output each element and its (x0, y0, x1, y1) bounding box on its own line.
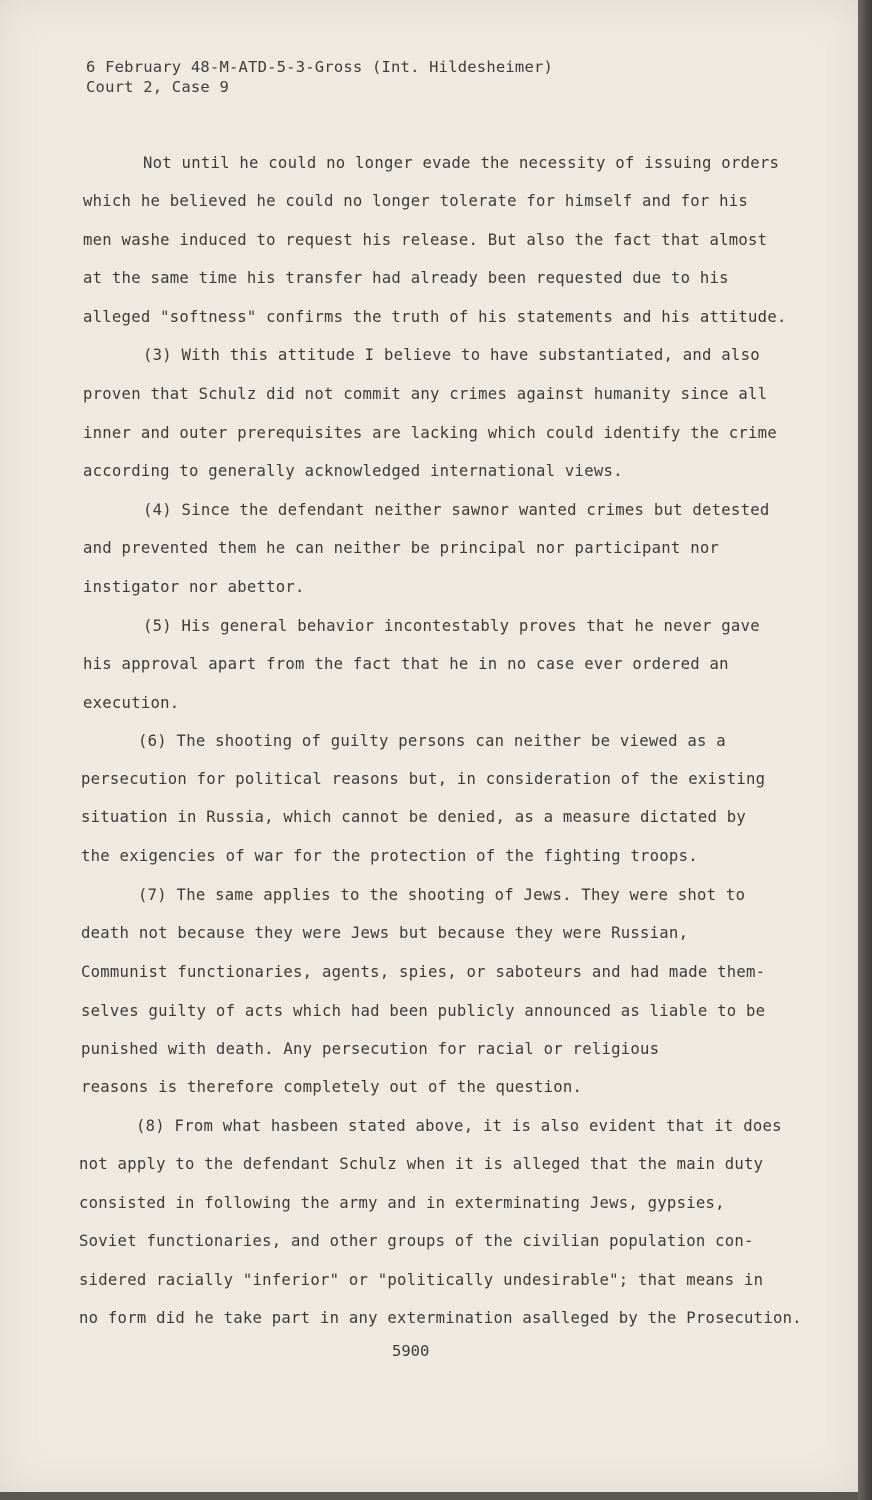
body-line: at the same time his transfer had already been requested due to his (83, 269, 729, 287)
body-line: persecution for political reasons but, in consideration of the existing (81, 770, 766, 788)
page-number: 5900 (392, 1342, 430, 1360)
scan-bottom-edge (0, 1492, 858, 1500)
body-line: selves guilty of acts which had been publicly announced as liable to be (81, 1002, 766, 1020)
body-line: (4) Since the defendant neither sawnor wanted crimes but detested (143, 501, 770, 519)
body-line: Not until he could no longer evade the necessity of issuing orders (143, 154, 780, 172)
body-line: the exigencies of war for the protection of the fighting troops. (81, 847, 698, 865)
body-line: inner and outer prerequisites are lacking which could identify the crime (83, 424, 777, 442)
body-line: men washe induced to request his release. But also the fact that almost (83, 231, 768, 249)
body-line: alleged "softness" confirms the truth of his statements and his attitude. (83, 308, 787, 326)
body-line: and prevented them he can neither be principal nor participant nor (83, 539, 720, 557)
body-line: execution. (83, 694, 180, 712)
body-line: not apply to the defendant Schulz when it is alleged that the main duty (79, 1155, 764, 1173)
body-line: consisted in following the army and in exterminating Jews, gypsies, (79, 1194, 725, 1212)
header-line-2: Court 2, Case 9 (86, 78, 229, 96)
body-line: (7) The same applies to the shooting of Jews. They were shot to (138, 886, 746, 904)
body-line: instigator nor abettor. (83, 578, 305, 596)
header-line-1: 6 February 48-M-ATD-5-3-Gross (Int. Hildesheimer) (86, 58, 554, 76)
body-line: reasons is therefore completely out of the question. (81, 1078, 583, 1096)
body-line: situation in Russia, which cannot be denied, as a measure dictated by (81, 808, 747, 826)
body-line: death not because they were Jews but because they were Russian, (81, 924, 689, 942)
scan-edge (858, 0, 872, 1500)
body-line: punished with death. Any persecution for racial or religious (81, 1040, 660, 1058)
body-line: which he believed he could no longer tolerate for himself and for his (83, 192, 749, 210)
body-line: Communist functionaries, agents, spies, or saboteurs and had made them- (81, 963, 766, 981)
body-line: no form did he take part in any extermination asalleged by the Prosecution. (79, 1309, 802, 1327)
body-line: (5) His general behavior incontestably proves that he never gave (143, 617, 760, 635)
body-line: Soviet functionaries, and other groups of the civilian population con- (79, 1232, 754, 1250)
body-line: according to generally acknowledged international views. (83, 462, 623, 480)
body-line: his approval apart from the fact that he in no case ever ordered an (83, 655, 729, 673)
body-line: (8) From what hasbeen stated above, it is also evident that it does (136, 1117, 782, 1135)
body-line: (3) With this attitude I believe to have substantiated, and also (143, 346, 760, 364)
body-line: sidered racially "inferior" or "politically undesirable"; that means in (79, 1271, 764, 1289)
body-line: (6) The shooting of guilty persons can neither be viewed as a (138, 732, 726, 750)
body-line: proven that Schulz did not commit any crimes against humanity since all (83, 385, 768, 403)
